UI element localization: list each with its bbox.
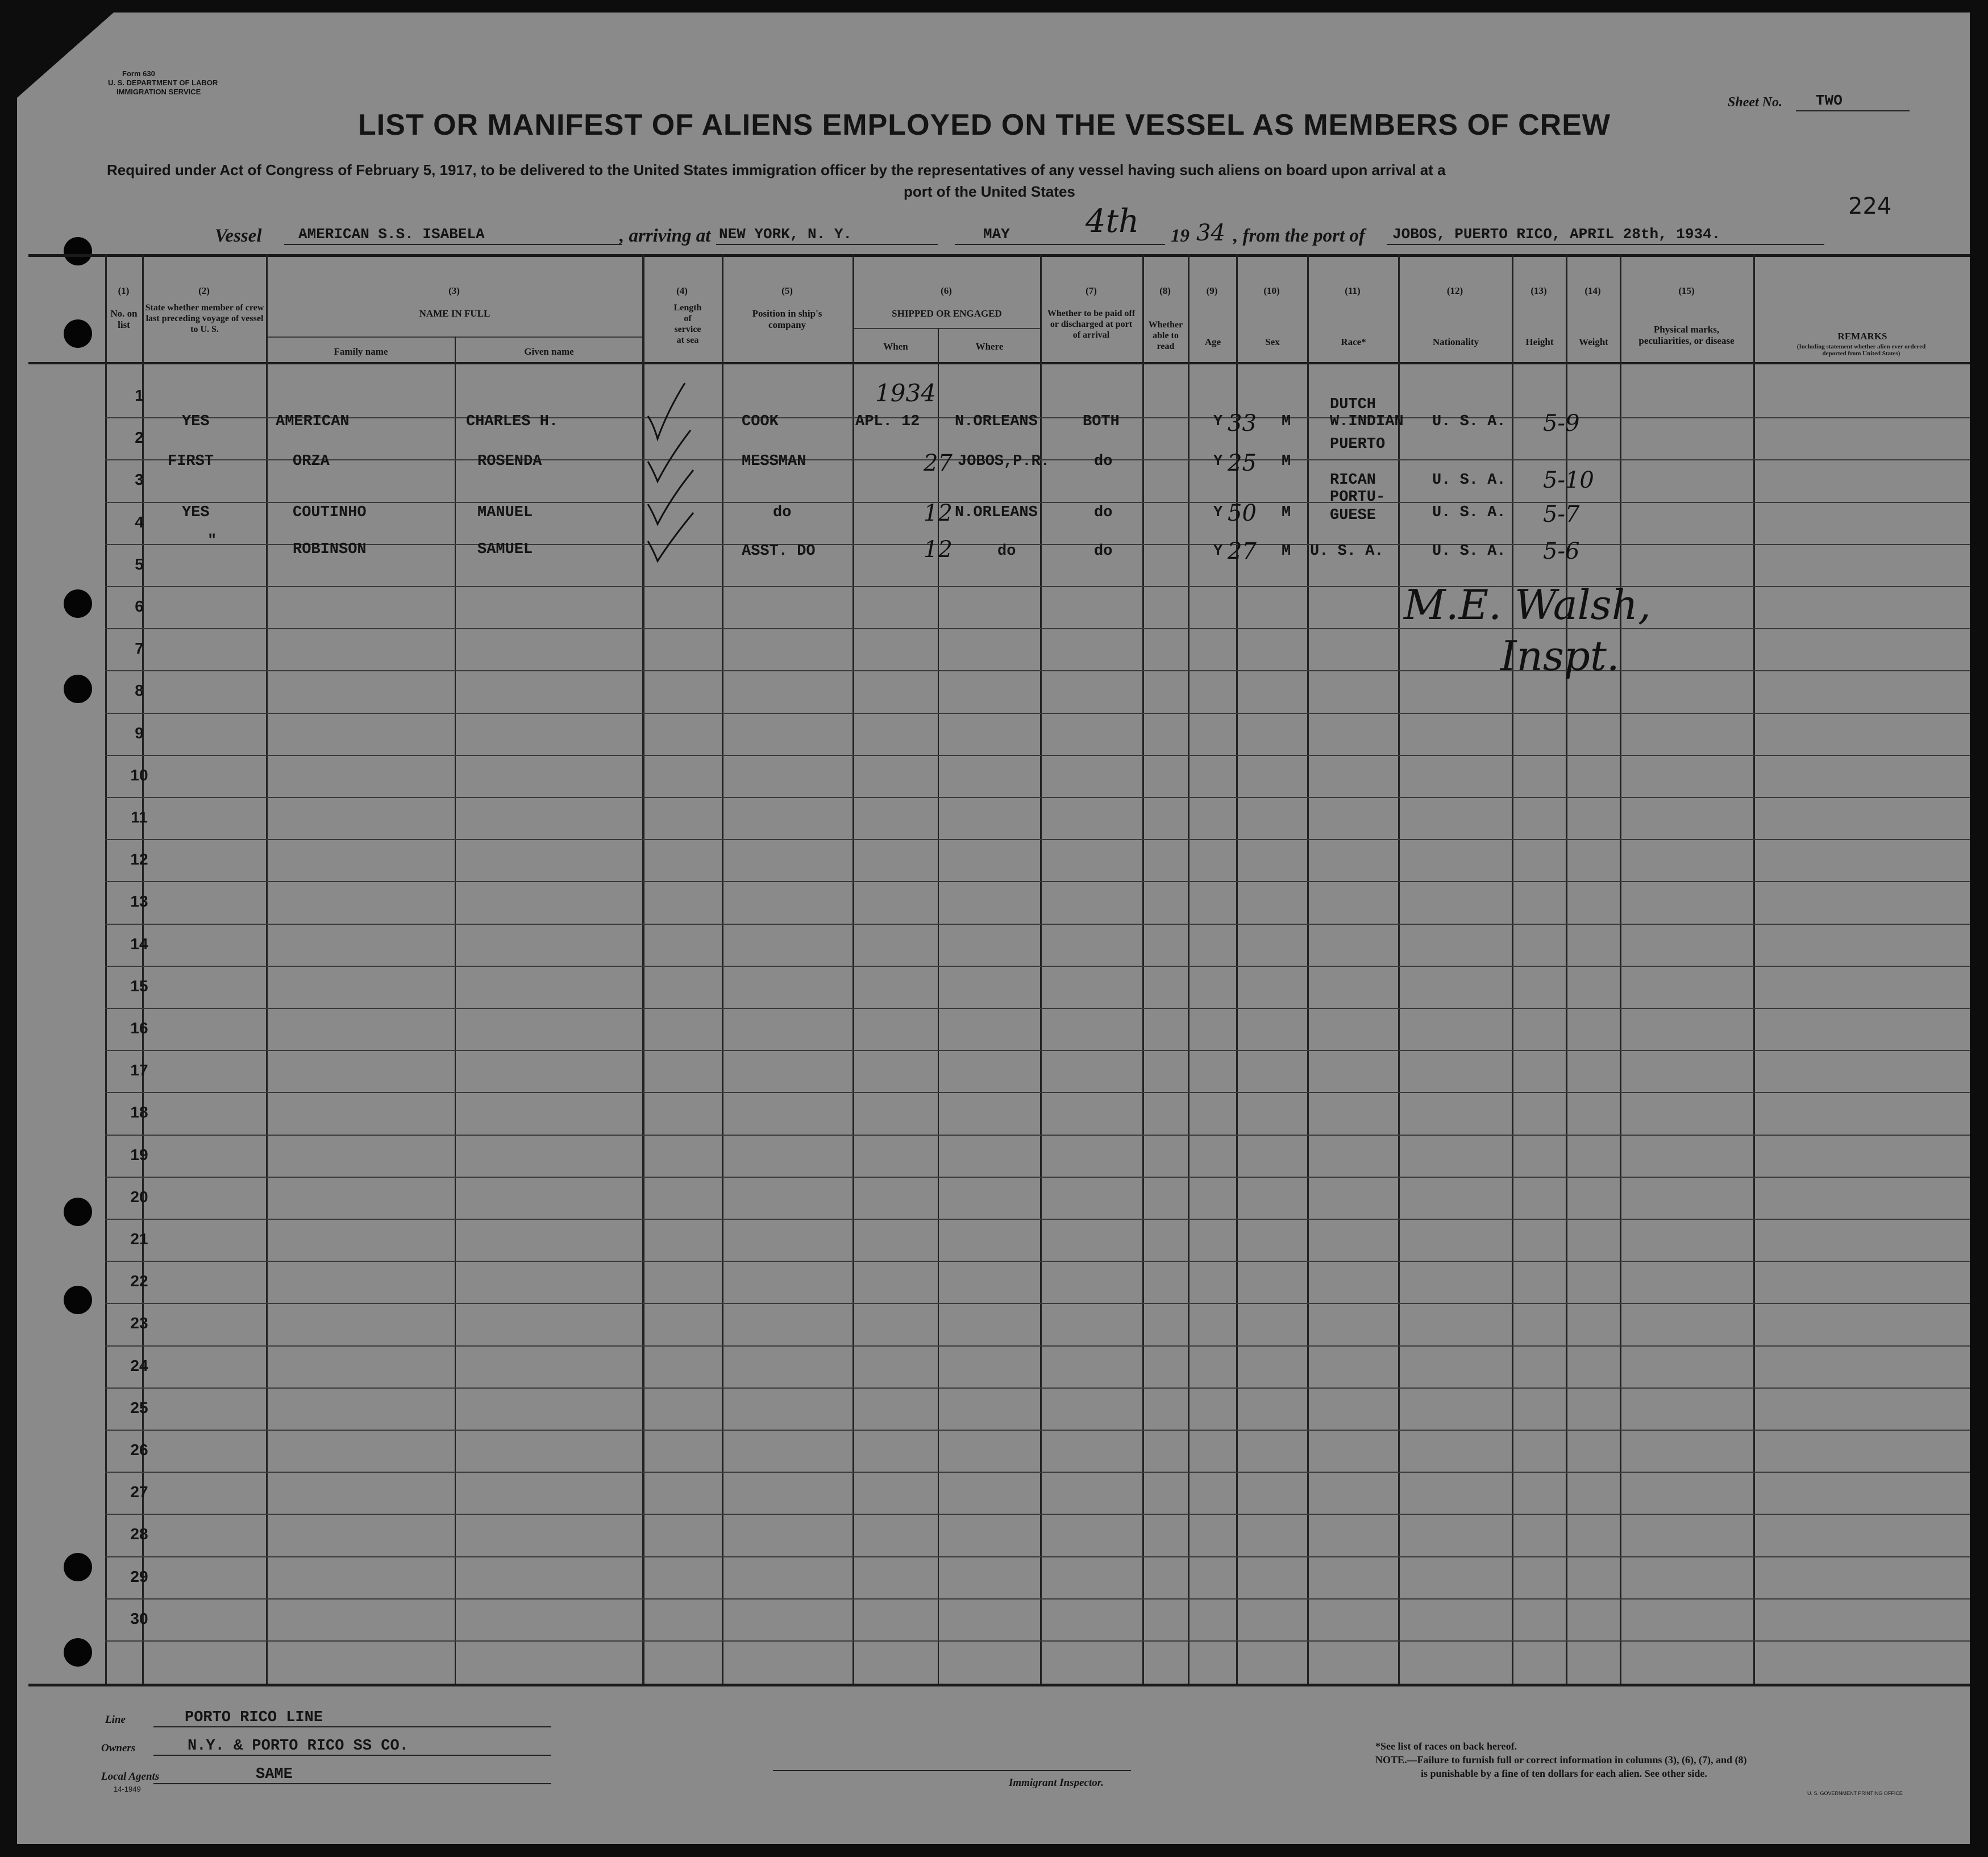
- row-rule: [105, 670, 1970, 671]
- row-3-family: COUTINHO: [293, 504, 367, 521]
- header-height: Height: [1525, 336, 1554, 347]
- col-line: [455, 336, 456, 1684]
- agents-name: SAME: [256, 1766, 293, 1783]
- row-number: 11: [131, 808, 148, 826]
- header-weight: Weight: [1579, 336, 1608, 347]
- line-name: PORTO RICO LINE: [185, 1709, 323, 1726]
- row-number: 24: [130, 1357, 148, 1374]
- row-2-family: ORZA: [293, 453, 330, 470]
- row-4-race-1: U. S. A.: [1310, 543, 1384, 560]
- header-able-read: Whether able to read: [1148, 320, 1183, 351]
- row-3-when: 12: [924, 500, 953, 526]
- row-rule: [105, 586, 1970, 587]
- header-race: Race*: [1341, 336, 1366, 347]
- col-number: (1): [118, 285, 130, 296]
- row-3-given: MANUEL: [477, 504, 533, 521]
- row-rule: [105, 1514, 1970, 1515]
- row-4-state: ": [207, 533, 217, 550]
- col-line: [938, 328, 939, 1684]
- row-rule: [105, 1050, 1970, 1051]
- col-number: (9): [1206, 285, 1218, 296]
- col-number: (4): [676, 285, 688, 296]
- col-line: [105, 254, 107, 1684]
- col-line: [852, 254, 854, 1684]
- check-mark: [645, 376, 719, 570]
- row-2-read: Y: [1213, 453, 1223, 470]
- row-3-read: Y: [1213, 504, 1223, 521]
- row-3-position: do: [773, 504, 792, 521]
- form-code: 14-1949: [114, 1785, 141, 1793]
- header-paid-off: Whether to be paid off or discharged at port of arrival: [1047, 309, 1136, 340]
- line-underline: [153, 1726, 551, 1727]
- row-rule: [105, 544, 1970, 545]
- month-underline: [955, 244, 1165, 245]
- col-line: [1398, 254, 1400, 1684]
- header-shipped: SHIPPED OR ENGAGED: [892, 308, 1002, 319]
- agents-underline: [153, 1783, 551, 1784]
- from-port: JOBOS, PUERTO RICO, APRIL 28th, 1934.: [1392, 226, 1721, 243]
- row-3-paid: do: [1094, 504, 1113, 521]
- vessel-label: Vessel: [215, 226, 262, 246]
- row-1-state: YES: [182, 413, 210, 430]
- row-number: 5: [135, 555, 144, 573]
- row-rule: [105, 924, 1970, 925]
- row-rule: [105, 797, 1970, 798]
- sheet-number: TWO: [1816, 92, 1843, 109]
- row-number: 20: [130, 1188, 148, 1206]
- row-4-paid: do: [1094, 543, 1113, 560]
- row-number: 6: [135, 597, 144, 615]
- row-number: 29: [130, 1568, 148, 1585]
- row-number: 1: [135, 387, 144, 404]
- row-1-family: AMERICAN: [276, 413, 350, 430]
- row-1-when: APL. 12: [855, 413, 920, 430]
- row-rule: [105, 1345, 1970, 1347]
- row-2-where: JOBOS,P.R.: [958, 453, 1050, 470]
- row-number: 17: [130, 1061, 148, 1079]
- row-rule: [105, 1008, 1970, 1009]
- header-when: When: [883, 341, 908, 352]
- row-1-given: CHARLES H.: [466, 413, 559, 430]
- col-line: [722, 254, 723, 1684]
- inspector-signature-line: [773, 1770, 1131, 1771]
- row-1-where: N.ORLEANS: [955, 413, 1038, 430]
- row-3-nationality: U. S. A.: [1432, 504, 1506, 521]
- owners-label: Owners: [101, 1742, 136, 1754]
- row-3-height: 5-7: [1543, 501, 1580, 527]
- row-3-where: N.ORLEANS: [955, 504, 1038, 521]
- row-number: 19: [130, 1146, 148, 1164]
- row-2-race-2: RICAN: [1330, 472, 1376, 489]
- row-number: 10: [130, 766, 148, 784]
- page-title: LIST OR MANIFEST OF ALIENS EMPLOYED ON THE VESSEL AS MEMBERS OF CREW: [358, 109, 1611, 142]
- row-number: 28: [130, 1525, 148, 1543]
- row-rule: [105, 966, 1970, 967]
- row-number: 4: [135, 513, 144, 531]
- row-4-read: Y: [1213, 543, 1223, 560]
- row-rule: [105, 1135, 1970, 1136]
- year-suffix: 34: [1196, 220, 1225, 246]
- row-rule: [105, 502, 1970, 503]
- shipped-subrule: [852, 328, 1040, 329]
- punch-hole: [64, 675, 92, 703]
- subtitle-line-2: port of the United States: [904, 183, 1075, 200]
- row-number: 27: [130, 1483, 148, 1501]
- agents-label: Local Agents: [101, 1771, 160, 1783]
- subtitle-line-1: Required under Act of Congress of February 5, 1917, to be delivered to the United States immigration officer by the representatives of any vessel having such aliens on board upon arrival at a: [107, 161, 1446, 178]
- col-number: (13): [1530, 285, 1547, 296]
- header-nationality: Nationality: [1432, 336, 1479, 347]
- vessel-underline: [284, 244, 622, 245]
- header-state-whether: State whether member of crew last preceding voyage of vessel to U. S.: [145, 303, 264, 334]
- fine-note-2: is punishable by a fine of ten dollars for each alien. See other side.: [1421, 1768, 1707, 1779]
- page-number: 224: [1848, 193, 1892, 219]
- row-4-when: 12: [924, 537, 953, 563]
- punch-hole: [64, 1198, 92, 1226]
- owners-name: N.Y. & PORTO RICO SS CO.: [188, 1738, 409, 1755]
- row-number: 8: [135, 682, 144, 699]
- col-line: [1307, 254, 1309, 1684]
- arriving-port: NEW YORK, N. Y.: [719, 226, 852, 243]
- corner-cut: [17, 13, 114, 98]
- row-2-race-1: PUERTO: [1330, 436, 1386, 453]
- col-line: [1188, 254, 1190, 1684]
- row-4-height: 5-6: [1543, 538, 1580, 564]
- row-4-family: ROBINSON: [293, 541, 367, 558]
- from-underline: [1387, 244, 1824, 245]
- punch-hole: [64, 589, 92, 618]
- row-number: 16: [130, 1019, 148, 1037]
- header-age: Age: [1204, 336, 1221, 347]
- row-2-height: 5-10: [1543, 467, 1594, 493]
- row-1-height: 5-9: [1543, 410, 1580, 437]
- punch-hole: [64, 237, 92, 265]
- row-4-sex: M: [1282, 543, 1291, 560]
- line-label: Line: [105, 1714, 126, 1726]
- col-number: (3): [448, 285, 460, 296]
- sheet-underline: [1796, 110, 1910, 111]
- row-number: 2: [135, 429, 144, 446]
- row-number: 13: [130, 892, 148, 910]
- vessel-name: AMERICAN S.S. ISABELA: [298, 226, 485, 243]
- col-line: [1620, 254, 1621, 1684]
- row-1-race-2: W.INDIAN: [1330, 413, 1404, 430]
- table-bottom-rule: [28, 1684, 1970, 1686]
- row-rule: [105, 713, 1970, 714]
- punch-hole: [64, 1638, 92, 1667]
- header-length-service: Length of service at sea: [673, 303, 702, 345]
- row-1-age: 33: [1228, 410, 1257, 437]
- punch-hole: [64, 1286, 92, 1314]
- header-no-on-list: No. on list: [110, 308, 138, 330]
- row-2-state: FIRST: [168, 453, 214, 470]
- row-rule: [105, 1556, 1970, 1557]
- row-number: 30: [130, 1610, 148, 1627]
- header-sex: Sex: [1265, 336, 1280, 347]
- row-1-read: Y: [1213, 413, 1223, 430]
- row-rule: [105, 839, 1970, 840]
- row-rule: [105, 881, 1970, 882]
- row-number: 3: [135, 471, 144, 488]
- owners-underline: [153, 1755, 551, 1756]
- arriving-underline: [716, 244, 938, 245]
- arrival-month: MAY: [983, 226, 1010, 243]
- row-2-given: ROSENDA: [477, 453, 542, 470]
- row-2-when: 27: [924, 450, 953, 476]
- row-rule: [105, 628, 1970, 629]
- table-top-rule: [28, 254, 1970, 257]
- row-number: 18: [130, 1103, 148, 1121]
- row-rule: [105, 1640, 1970, 1642]
- col-number: (2): [198, 285, 210, 296]
- col-number: (6): [941, 285, 952, 296]
- row-rule: [105, 1092, 1970, 1093]
- row-rule: [105, 1430, 1970, 1431]
- header-given-name: Given name: [524, 346, 574, 357]
- row-number: 22: [130, 1272, 148, 1290]
- row-number: 14: [130, 935, 148, 953]
- row-4-given: SAMUEL: [477, 541, 533, 558]
- row-number: 25: [130, 1399, 148, 1416]
- row-number: 12: [130, 850, 148, 868]
- sheet-label: Sheet No.: [1728, 95, 1782, 110]
- row-rule: [105, 1219, 1970, 1220]
- col-line: [1142, 254, 1144, 1684]
- row-rule: [105, 1387, 1970, 1389]
- year-prefix: 19: [1171, 226, 1190, 246]
- row-4-where: do: [997, 543, 1016, 560]
- row-1-position: COOK: [742, 413, 779, 430]
- row-number: 21: [130, 1230, 148, 1248]
- header-remarks-note: (Including statement whether alien ever ordered deported from United States): [1796, 343, 1926, 357]
- row-1-paid: BOTH: [1083, 413, 1120, 430]
- row-number: 9: [135, 724, 144, 742]
- inspector-title: Inspt.: [1500, 632, 1620, 680]
- row-rule: [105, 1303, 1970, 1304]
- header-bottom-rule: [28, 362, 1970, 364]
- printer-note: U. S. GOVERNMENT PRINTING OFFICE: [1807, 1790, 1903, 1796]
- form-number: Form 630: [122, 69, 155, 78]
- row-2-paid: do: [1094, 453, 1113, 470]
- header-remarks: REMARKS: [1837, 331, 1887, 342]
- row-1-race-1: DUTCH: [1330, 396, 1376, 413]
- row-3-age: 50: [1228, 500, 1257, 526]
- row-number: 23: [130, 1314, 148, 1332]
- row-2-nationality: U. S. A.: [1432, 472, 1506, 489]
- arrival-day: 4th: [1086, 203, 1139, 240]
- header-name-in-full: NAME IN FULL: [419, 308, 490, 319]
- row-4-nationality: U. S. A.: [1432, 543, 1506, 560]
- header-family-name: Family name: [334, 346, 388, 357]
- row-number: 26: [130, 1441, 148, 1459]
- row-rule: [105, 1177, 1970, 1178]
- inspector-label: Immigrant Inspector.: [1009, 1777, 1104, 1789]
- service: IMMIGRATION SERVICE: [117, 88, 201, 96]
- col-line: [1512, 254, 1513, 1684]
- col-number: (7): [1086, 285, 1097, 296]
- row-2-position: MESSMAN: [742, 453, 806, 470]
- col-line: [142, 254, 144, 1684]
- col-number: (11): [1345, 285, 1361, 296]
- manifest-sheet: [17, 13, 1970, 1844]
- header-where: Where: [975, 341, 1004, 352]
- row-2-sex: M: [1282, 453, 1291, 470]
- header-position: Position in ship's company: [752, 308, 822, 330]
- row-number: 15: [130, 977, 148, 995]
- row-1-nationality: U. S. A.: [1432, 413, 1506, 430]
- punch-hole: [64, 1553, 92, 1581]
- row-3-race-1: PORTU-: [1330, 489, 1386, 506]
- row-number: 7: [135, 639, 144, 657]
- col-number: (8): [1159, 285, 1171, 296]
- row-3-state: YES: [182, 504, 210, 521]
- row-rule: [105, 1472, 1970, 1473]
- row-3-race-2: GUESE: [1330, 507, 1376, 524]
- col-number: (12): [1446, 285, 1463, 296]
- fine-note-1: NOTE.—Failure to furnish full or correct information in columns (3), (6), (7), and (8): [1375, 1754, 1747, 1765]
- col-number: (5): [781, 285, 793, 296]
- punch-hole: [64, 319, 92, 348]
- col-number: (15): [1678, 285, 1695, 296]
- row-1-when-year: 1934: [875, 379, 936, 407]
- header-physical: Physical marks, peculiarities, or disease: [1638, 324, 1735, 346]
- col-line: [266, 254, 268, 1684]
- row-4-position: ASST. DO: [742, 543, 816, 560]
- arriving-label: , arriving at: [619, 226, 711, 246]
- col-number: (10): [1263, 285, 1280, 296]
- row-rule: [105, 755, 1970, 756]
- department: U. S. DEPARTMENT OF LABOR: [108, 78, 218, 87]
- inspector-name: M.E. Walsh,: [1404, 581, 1651, 629]
- row-3-sex: M: [1282, 504, 1291, 521]
- col-number: (14): [1584, 285, 1601, 296]
- row-rule: [105, 1598, 1970, 1600]
- races-note: *See list of races on back hereof.: [1375, 1740, 1517, 1752]
- row-1-sex: M: [1282, 413, 1291, 430]
- col-line: [642, 254, 644, 1684]
- row-2-age: 25: [1228, 450, 1257, 476]
- row-rule: [105, 1261, 1970, 1262]
- row-4-age: 27: [1228, 538, 1257, 564]
- col-line: [1753, 254, 1755, 1684]
- from-label: , from the port of: [1233, 226, 1365, 246]
